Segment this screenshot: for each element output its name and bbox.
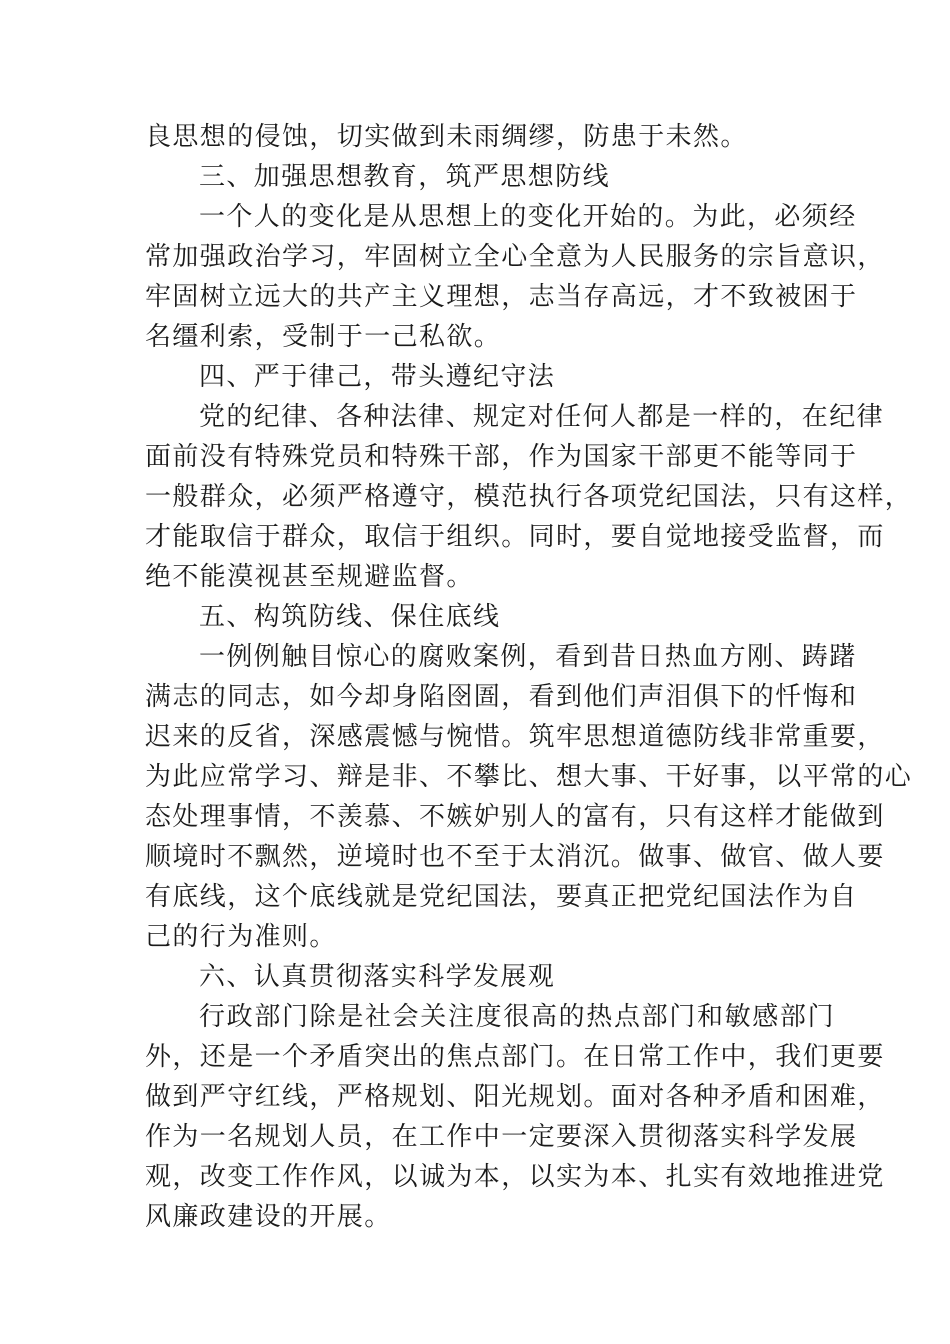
paragraph-line: 满志的同志，如今却身陷囹圄，看到他们声泪俱下的忏悔和 — [145, 682, 858, 712]
section-heading: 六、认真贯彻落实科学发展观 — [199, 962, 556, 992]
paragraph-line: 一般群众，必须严格遵守，模范执行各项党纪国法，只有这样， — [145, 482, 913, 512]
paragraph-first-line: 一例例触目惊心的腐败案例，看到昔日热血方刚、踌躇 — [199, 642, 857, 672]
paragraph-first-line: 党的纪律、各种法律、规定对任何人都是一样的，在纪律 — [199, 402, 885, 432]
paragraph-first-line: 行政部门除是社会关注度很高的热点部门和敏感部门 — [199, 1002, 835, 1032]
paragraph-line: 牢固树立远大的共产主义理想，志当存高远，才不致被困于 — [145, 282, 858, 312]
paragraph-line: 做到严守红线，严格规划、阳光规划。面对各种矛盾和困难， — [145, 1082, 885, 1112]
paragraph-first-line: 一个人的变化是从思想上的变化开始的。为此，必须经 — [199, 202, 857, 232]
paragraph-last-line: 名缰利索，受制于一己私欲。 — [145, 322, 502, 352]
paragraph-line: 面前没有特殊党员和特殊干部，作为国家干部更不能等同于 — [145, 442, 858, 472]
paragraph-line: 常加强政治学习，牢固树立全心全意为人民服务的宗旨意识， — [145, 242, 885, 272]
paragraph-line: 才能取信于群众，取信于组织。同时，要自觉地接受监督，而 — [145, 522, 885, 552]
paragraph-last-line: 良思想的侵蚀，切实做到未雨绸缪，防患于未然。 — [145, 122, 748, 152]
paragraph-last-line: 己的行为准则。 — [145, 922, 337, 952]
paragraph-line: 外，还是一个矛盾突出的焦点部门。在日常工作中，我们更要 — [145, 1042, 885, 1072]
section-heading: 四、严于律己，带头遵纪守法 — [199, 362, 556, 392]
section-heading: 五、构筑防线、保住底线 — [199, 602, 501, 632]
paragraph-last-line: 绝不能漠视甚至规避监督。 — [145, 562, 474, 592]
paragraph-line: 有底线，这个底线就是党纪国法，要真正把党纪国法作为自 — [145, 882, 858, 912]
paragraph-last-line: 风廉政建设的开展。 — [145, 1202, 392, 1232]
document-body — [145, 117, 913, 1237]
section-heading: 三、加强思想教育，筑严思想防线 — [199, 162, 611, 192]
paragraph-line: 为此应常学习、辩是非、不攀比、想大事、干好事，以平常的心 — [145, 762, 913, 792]
paragraph-line: 迟来的反省，深感震憾与惋惜。筑牢思想道德防线非常重要， — [145, 722, 885, 752]
paragraph-line: 态处理事情，不羡慕、不嫉妒别人的富有，只有这样才能做到 — [145, 802, 885, 832]
paragraph-line: 顺境时不飘然，逆境时也不至于太消沉。做事、做官、做人要 — [145, 842, 885, 872]
paragraph-line: 观，改变工作作风，以诚为本，以实为本、扎实有效地推进党 — [145, 1162, 885, 1192]
paragraph-line: 作为一名规划人员，在工作中一定要深入贯彻落实科学发展 — [145, 1122, 858, 1152]
